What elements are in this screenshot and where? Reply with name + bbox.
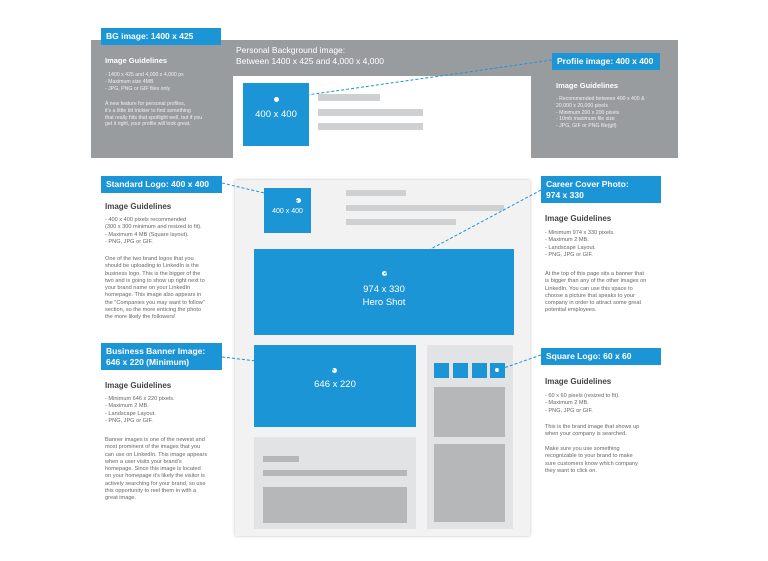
connector-standard-logo — [222, 183, 298, 201]
business-banner-guidelines-list: - Minimum 646 x 220 pixels. - Maximum 2 MB. - Landscape Layout. - PNG, JPG or GIF. — [105, 396, 175, 424]
profile-guidelines-heading: Image Guidelines — [556, 81, 619, 90]
banner-size-label: 646 x 220 — [314, 379, 356, 390]
tag-career-cover-line2: 974 x 330 — [546, 189, 584, 200]
connector-square-logo — [498, 355, 541, 370]
connector-business-banner — [222, 357, 334, 370]
standard-logo-guidelines-body: One of the two brand logos that you should be uploading to LinkedIn is the business logo. This is the bigger of the two and is going to show up right next to your brand name on your LinkedIn homepage. This image also appears in the "Companies you may want to follow" section, so the more enticing the photo the more likely the followers! — [105, 256, 205, 321]
tag-business-banner-line1: Business Banner Image: — [106, 346, 206, 356]
profile-guidelines-list: - Recommended between 400 x 400 & 20,000 x 20,000 pixels - Minimum 200 x 200 pixels - 10mb maximum file size - JPG, GIF or PNG file(gif) — [556, 96, 645, 129]
standard-logo-guidelines-list: - 400 x 400 pixels recommended (300 x 300 minimum and resized to fit). - Maximum 4 MB (Square layout). - PNG, JPG or GIF. — [105, 217, 202, 245]
background-caption-line2: Between 1400 x 425 and 4,000 x 4,000 — [236, 56, 384, 67]
standard-logo-size-label: 400 x 400 — [272, 208, 303, 215]
tag-business-banner-line2: 646 x 220 (Minimum) — [106, 356, 190, 367]
square-logo-guidelines-body1: This is the brand image that shows up when your company is searched. — [545, 424, 640, 438]
connector-career-cover — [384, 190, 541, 274]
business-banner-guidelines-heading: Image Guidelines — [105, 381, 172, 390]
square-logo-guidelines-body2: Make sure you use something recognizable to your brand to make sure customers know which company they want to click on. — [545, 446, 638, 474]
hero-size-label: 974 x 330 — [363, 284, 405, 295]
tag-standard-logo: Standard Logo: 400 x 400 — [101, 176, 222, 193]
square-logo-guidelines-list: - 60 x 60 pixels (resized to fit). - Maximum 2 MB. - PNG, JPG or GIF. — [545, 393, 620, 414]
background-caption-line1: Personal Background image: — [236, 45, 346, 55]
bg-guidelines-heading: Image Guidelines — [105, 56, 168, 65]
standard-logo-guidelines-heading: Image Guidelines — [105, 202, 172, 211]
square-logo-guidelines-heading: Image Guidelines — [545, 377, 612, 386]
hero-title-label: Hero Shot — [362, 297, 406, 308]
profile-size-label: 400 x 400 — [255, 109, 297, 120]
bg-guidelines-list: - 1400 x 425 and 4,000 x 4,000 px - Maximum size 4MB - JPG, PNG or GIF files only — [105, 72, 184, 92]
tag-bg-image: BG image: 1400 x 425 — [101, 28, 221, 45]
tag-career-cover-line1: Career Cover Photo: — [546, 179, 629, 189]
business-banner-guidelines-body: Banner images is one of the newest and most prominent of the images that you can use on LinkedIn. This image appears when a user visits your brand's homepage. Since this image is located on your homepage it's likely the visitor is actively searching for your brand, so use this opportunity to reel them in with a great image. — [105, 437, 208, 502]
career-cover-guidelines-body: At the top of this page sits a banner that is bigger than any of the other images on LinkedIn. You can use this space to choose a picture that speaks to your company in order to attract some great potential employees. — [545, 271, 647, 314]
tag-profile-image: Profile image: 400 x 400 — [552, 53, 660, 70]
career-cover-guidelines-heading: Image Guidelines — [545, 214, 612, 223]
tag-square-logo: Square Logo: 60 x 60 — [541, 348, 661, 365]
career-cover-guidelines-list: - Minimum 974 x 330 pixels. - Maximum 2 MB. - Landscape Layout. - PNG, JPG or GIF. — [545, 230, 615, 258]
connector-profile — [279, 60, 552, 99]
bg-guidelines-body: A new feature for personal profiles, it's a little bit trickier to find something that really hits that spotlight well, but if you get it right, your profile will look great. — [105, 101, 203, 128]
